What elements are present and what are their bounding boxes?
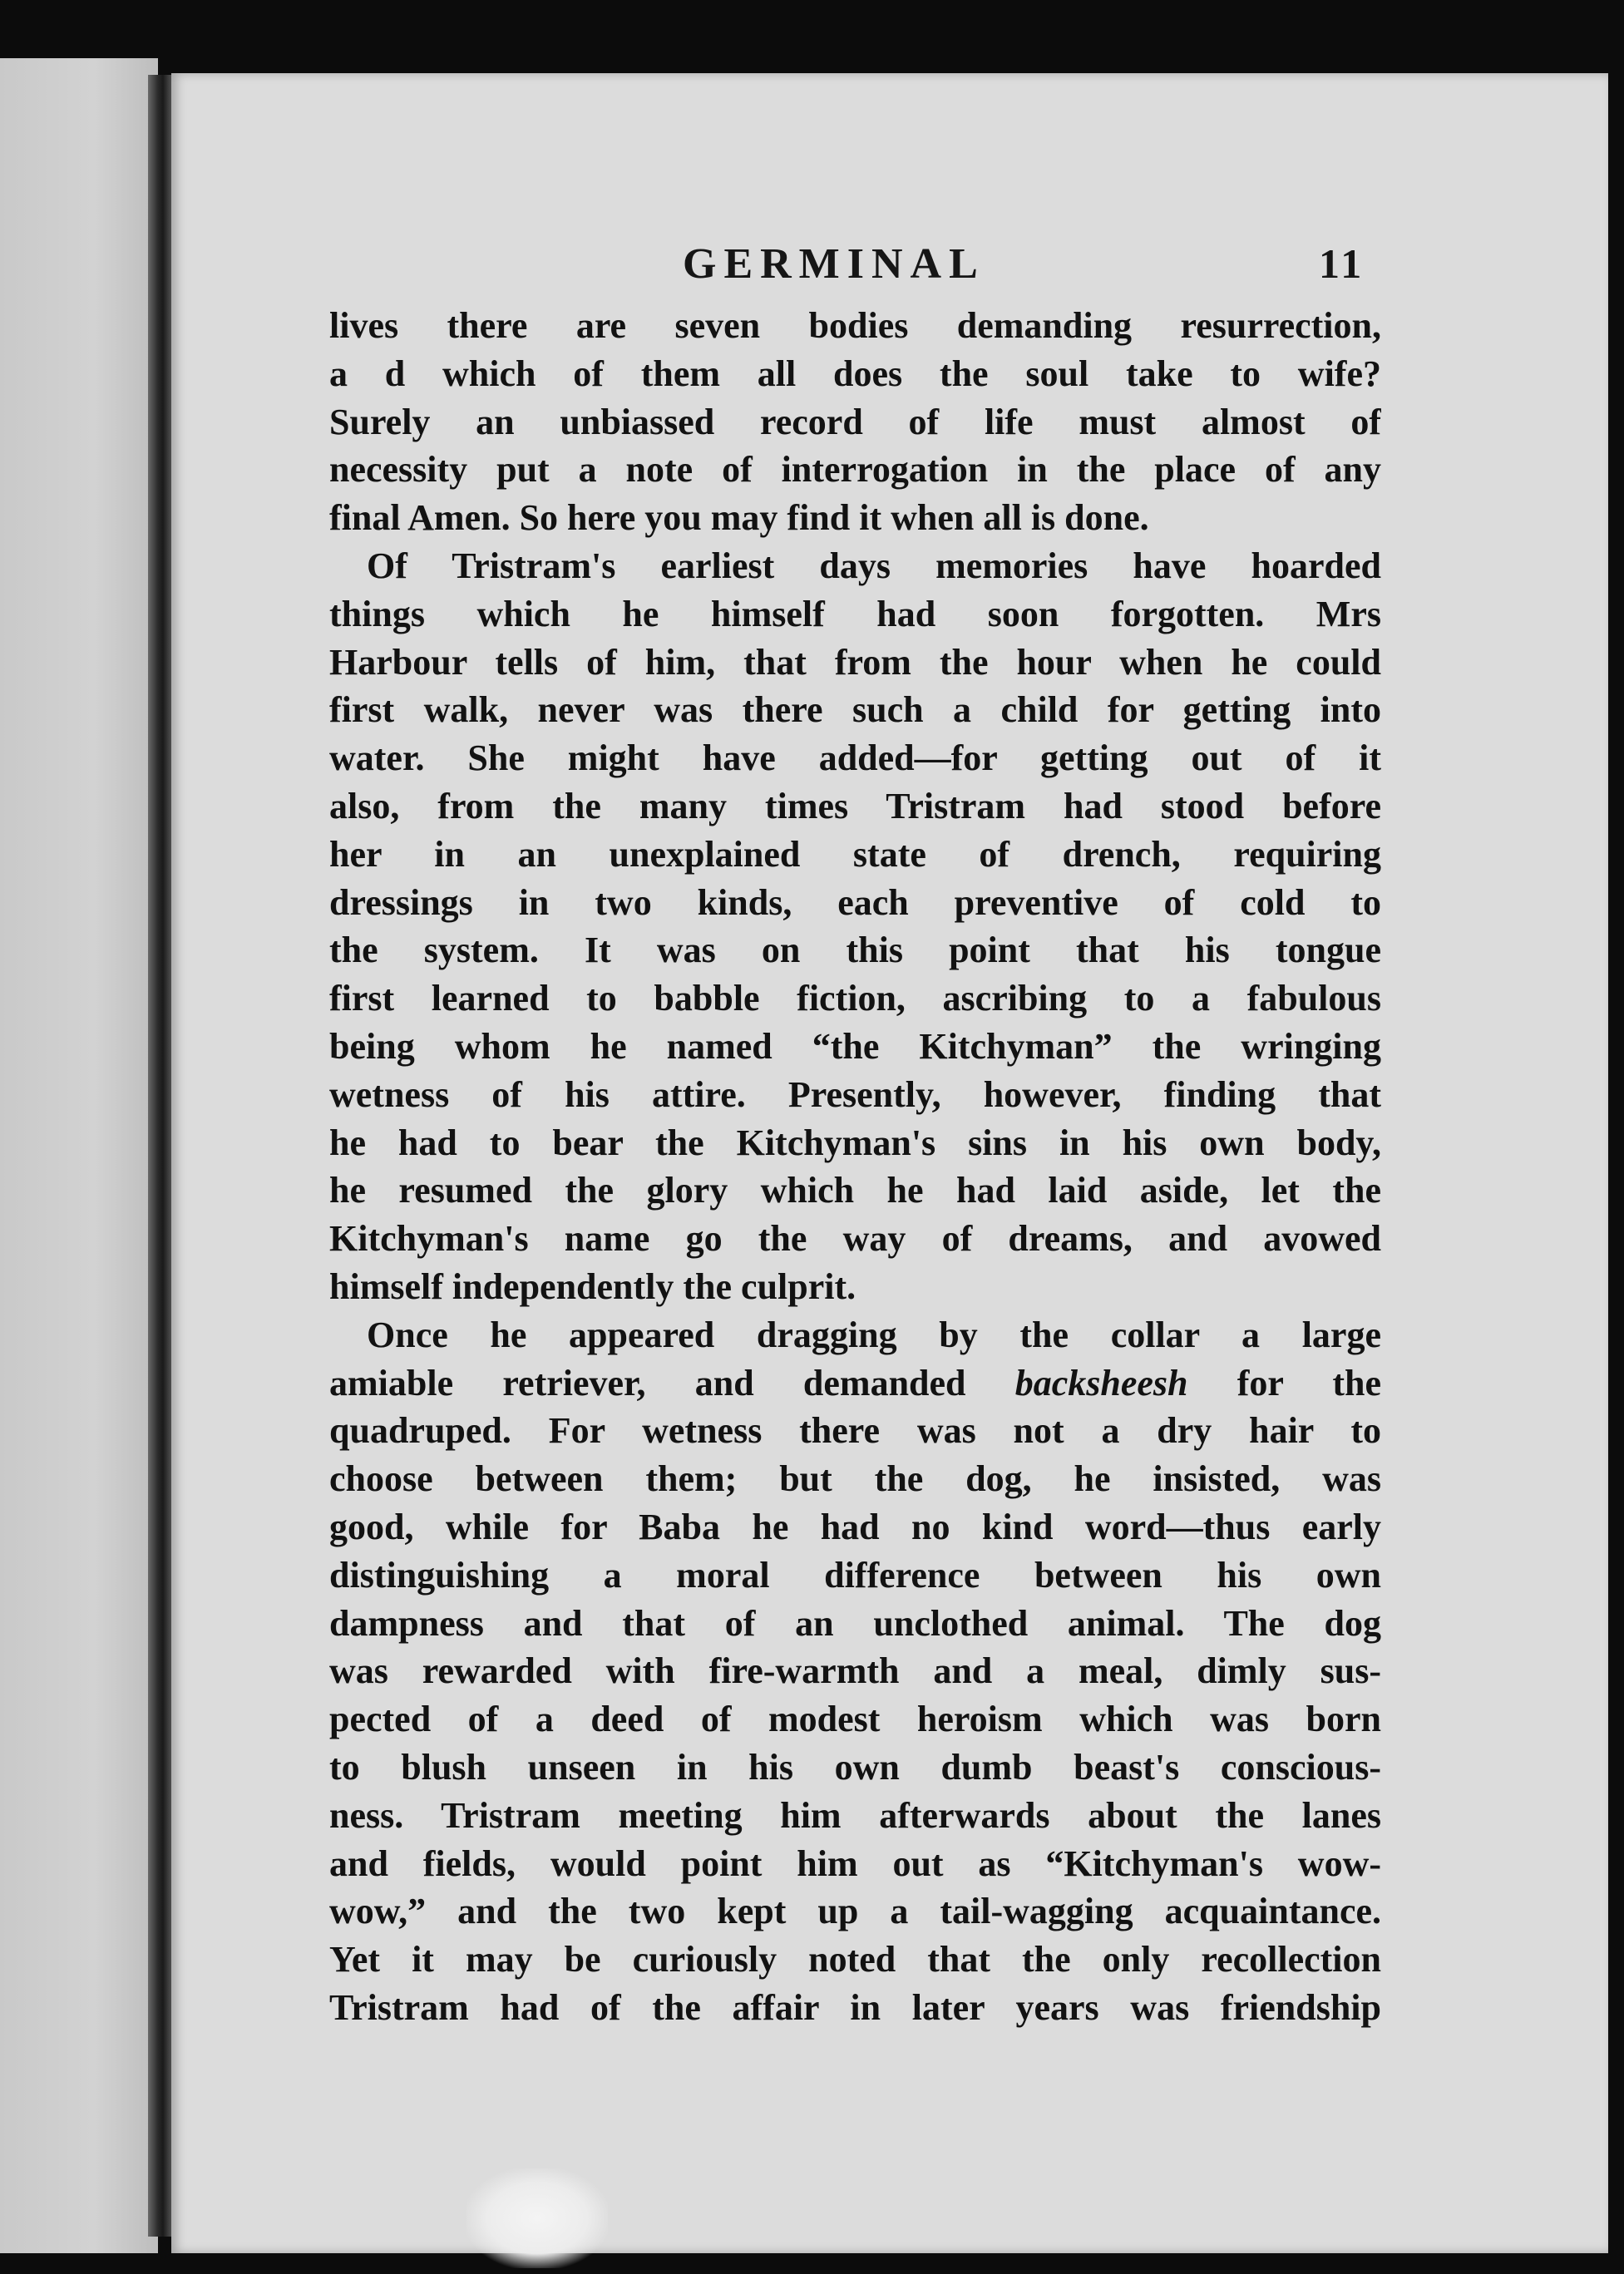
text-line: lives there are seven bodies demanding resurrection, [329,305,1381,346]
page-number: 11 [1319,240,1365,287]
running-title: GERMINAL [683,240,985,288]
text-line: being whom he named “the Kitchyman” the wringing [329,1025,1381,1067]
text-line: things which he himself had soon forgotten. Mrs [329,593,1381,634]
text-line: the system. It was on this point that his tongue [329,930,1381,971]
text-line: good, while for Baba he had no kind word—thus early [329,1506,1381,1547]
text-line: wetness of his attire. Presently, however, finding that [329,1073,1381,1115]
text-line: dampness and that of an unclothed animal. The dog [329,1602,1381,1644]
facing-page-edge [0,58,158,2253]
text-line: he resumed the glory which he had laid aside, let the [329,1170,1381,1211]
paragraph-start-line: Once he appeared dragging by the collar a large [367,1314,1381,1355]
text-line: to blush unseen in his own dumb beast's conscious- [329,1746,1381,1788]
body-text [329,302,1381,2032]
text-line: water. She might have added—for getting out of it [329,737,1381,779]
text-line: a d which of them all does the soul take to wife? [329,353,1381,394]
text-line: Tristram had of the affair in later years was friendship [329,1986,1381,2028]
text-line: choose between them; but the dog, he insisted, was [329,1458,1381,1500]
book-page [171,73,1608,2253]
text-line: Yet it may be curiously noted that the only recollection [329,1939,1381,1981]
text-line: quadruped. For wetness there was not a dry hair to [329,1410,1381,1452]
text-line: final Amen. So here you may find it when all is done. [329,497,1149,539]
page-header [171,239,1608,298]
text-line: distinguishing a moral difference between his own [329,1554,1381,1596]
text-line: Harbour tells of him, that from the hour when he could [329,641,1381,683]
text-line: ness. Tristram meeting him afterwards about the lanes [329,1794,1381,1836]
italic-word: backsheesh [1014,1362,1188,1403]
text-line: Kitchyman's name go the way of dreams, and avowed [329,1218,1381,1260]
text-line: and fields, would point him out as “Kitchyman's wow- [329,1842,1381,1884]
text-line-italic-word: amiable retriever, and demanded backsheesh for the [329,1362,1381,1403]
text-line: himself independently the culprit. [329,1265,856,1307]
text-line: necessity put a note of interrogation in the place of any [329,449,1381,491]
text-line: dressings in two kinds, each preventive of cold to [329,881,1381,923]
text-line: Surely an unbiassed record of life must almost of [329,401,1381,442]
text-line: was rewarded with fire-warmth and a meal, dimly sus- [329,1650,1381,1692]
text-line: also, from the many times Tristram had stood before [329,785,1381,826]
text-line: pected of a deed of modest heroism which was born [329,1699,1381,1740]
text-line: first learned to babble fiction, ascribing to a fabulous [329,978,1381,1019]
text-line: he had to bear the Kitchyman's sins in his own body, [329,1122,1381,1163]
book-gutter [148,75,173,2237]
paragraph-start-line: Of Tristram's earliest days memories have hoarded [367,545,1381,586]
text-line: wow,” and the two kept up a tail-wagging acquaintance. [329,1891,1381,1932]
text-line: her in an unexplained state of drench, requiring [329,833,1381,875]
text-line: first walk, never was there such a child for getting into [329,689,1381,731]
paper-damage-spot [466,2168,608,2268]
